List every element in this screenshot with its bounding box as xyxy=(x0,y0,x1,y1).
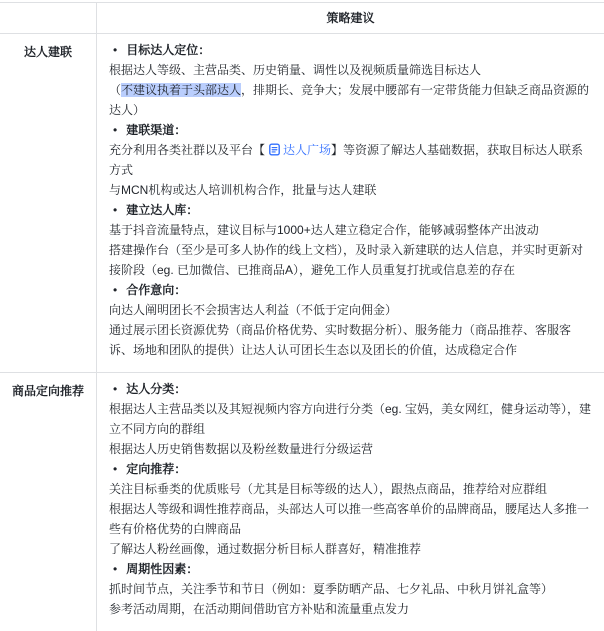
text-segment: 根据达人主营品类以及其短视频内容方向进行分类（eg. 宝妈，美女网红，健身运动等），建立不同方向的群组 xyxy=(109,402,592,436)
table-row xyxy=(0,34,604,373)
content-line xyxy=(109,599,592,619)
bullet-icon: • xyxy=(113,562,118,576)
text-segment: （ xyxy=(109,83,122,97)
bullet-heading: 建立达人库： xyxy=(126,203,199,217)
doc-link[interactable] xyxy=(265,143,331,157)
strategy-suggestion-table xyxy=(0,2,604,631)
bullet-icon: • xyxy=(113,203,118,217)
content-line xyxy=(109,60,592,80)
bullet-line xyxy=(109,280,592,300)
content-line xyxy=(109,479,592,499)
row-label: 商品定向推荐 xyxy=(0,373,97,631)
row-content-cell xyxy=(97,34,604,372)
bullet-heading: 达人分类： xyxy=(126,382,187,396)
text-segment: 向达人阐明团长不会损害达人利益（不低于定向佣金） xyxy=(109,303,398,317)
content-line xyxy=(109,240,592,280)
text-segment: 与MCN机构或达人培训机构合作，批量与达人建联 xyxy=(109,183,377,197)
bullet-heading: 建联渠道： xyxy=(126,123,187,137)
content-line xyxy=(109,320,592,360)
text-segment: 】等资源了解达人基础数据，获取目标达人联系方式 xyxy=(109,143,584,177)
bullet-line xyxy=(109,459,592,479)
content-line xyxy=(109,220,592,240)
header-cell-strategy: 策略建议 xyxy=(326,11,375,25)
content-line xyxy=(109,539,592,559)
table-header-row xyxy=(0,3,604,34)
bullet-heading: 周期性因素： xyxy=(126,562,199,576)
text-segment: 关注目标垂类的优质账号（尤其是目标等级的达人），跟热点商品，推荐给对应群组 xyxy=(109,482,548,496)
highlighted-text: 不建议执着于头部达人 xyxy=(121,83,242,97)
table-row xyxy=(0,373,604,631)
bullet-heading: 定向推荐： xyxy=(126,462,187,476)
content-line xyxy=(109,180,592,200)
text-segment: 搭建操作台（至少是可多人协作的线上文档），及时录入新建联的达人信息，并实时更新对接阶段（eg. 已加微信、已推商品A），避免工作人员重复打扰或信息差的存在 xyxy=(109,243,584,277)
text-segment: 充分利用各类社群以及平台【 xyxy=(109,143,266,157)
bullet-line xyxy=(109,559,592,579)
bullet-icon: • xyxy=(113,43,118,57)
text-segment: 通过展示团长资源优势（商品价格优势、实时数据分析）、服务能力（商品推荐、客服客诉、场地和团队的提供）让达人认可团长生态以及团长的价值，达成稳定合作 xyxy=(109,323,572,357)
content-line xyxy=(109,140,592,180)
content-line xyxy=(109,300,592,320)
text-segment: 根据达人历史销售数据以及粉丝数量进行分级运营 xyxy=(109,442,374,456)
row-content-cell xyxy=(97,373,604,631)
bullet-line xyxy=(109,40,592,60)
text-segment: 基于抖音流量特点，建议目标与1000+达人建立稳定合作，能够减弱整体产出波动 xyxy=(109,223,539,237)
bullet-line xyxy=(109,200,592,220)
bullet-heading: 合作意向： xyxy=(126,283,187,297)
content-line xyxy=(109,499,592,539)
bullet-icon: • xyxy=(113,462,118,476)
bullet-icon: • xyxy=(113,283,118,297)
content-line xyxy=(109,439,592,459)
bullet-line xyxy=(109,379,592,399)
bullet-line xyxy=(109,120,592,140)
document-icon xyxy=(268,143,281,156)
bullet-icon: • xyxy=(113,123,118,137)
text-segment: ，排期长、竞争大；发展中腰部有一定带货能力但缺乏商品资源的达人） xyxy=(109,83,590,117)
table-body xyxy=(0,34,604,631)
header-cell-empty xyxy=(0,3,97,33)
bullet-heading: 目标达人定位： xyxy=(126,43,211,57)
text-segment: 了解达人粉丝画像，通过数据分析目标人群喜好，精准推荐 xyxy=(109,542,422,556)
content-line xyxy=(109,399,592,439)
text-segment: 抓时间节点，关注季节和节日（例如：夏季防晒产品、七夕礼品、中秋月饼礼盒等） xyxy=(109,582,554,596)
text-segment: 根据达人等级和调性推荐商品，头部达人可以推一些高客单价的品牌商品，腰尾达人多推一些有价格优势的白牌商品 xyxy=(109,502,590,536)
content-line xyxy=(109,579,592,599)
bullet-icon: • xyxy=(113,382,118,396)
content-line xyxy=(109,80,592,120)
text-segment: 根据达人等级、主营品类、历史销量、调性以及视频质量筛选目标达人 xyxy=(109,63,482,77)
text-segment: 参考活动周期，在活动期间借助官方补贴和流量重点发力 xyxy=(109,602,410,616)
doc-link-label: 达人广场 xyxy=(283,143,332,157)
row-label: 达人建联 xyxy=(0,34,97,372)
